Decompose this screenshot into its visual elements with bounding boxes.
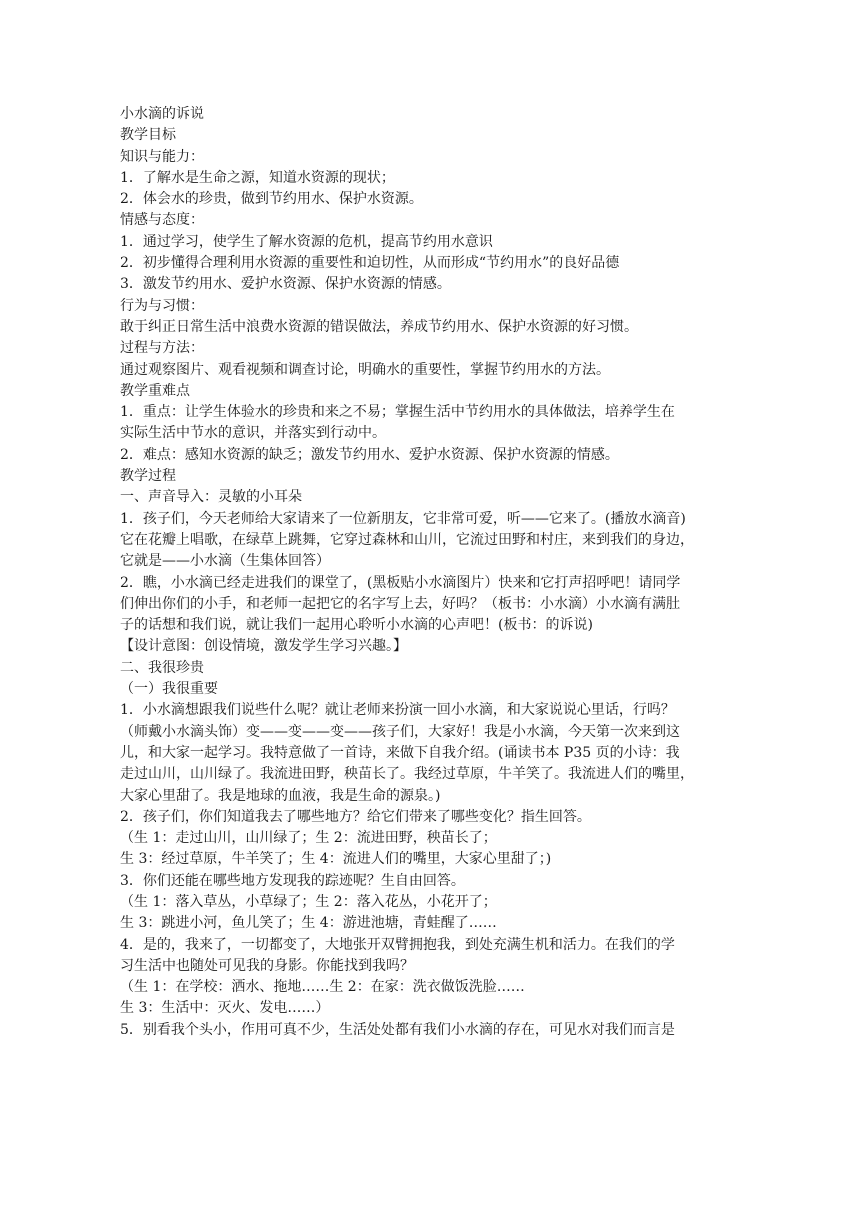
- text-line: 2．难点：感知水资源的缺乏；激发节约用水、爱护水资源、保护水资源的情感。: [120, 446, 619, 463]
- text-line: 1．通过学习，使学生了解水资源的危机，提高节约用水意识: [120, 233, 493, 250]
- text-line: 2．体会水的珍贵，做到节约用水、保护水资源。: [120, 191, 423, 208]
- text-line: 1．孩子们，今天老师给大家请来了一位新朋友，它非常可爱，听——它来了。(播放水滴音): [120, 510, 686, 527]
- subsection-heading: 一、声音导入：灵敏的小耳朵: [120, 489, 302, 506]
- text-line: 2．瞧，小水滴已经走进我们的课堂了，(黑板贴小水滴图片）快来和它打声招呼吧！请同学: [120, 574, 681, 591]
- section-heading: 教学过程: [120, 468, 176, 485]
- text-line: 1．小水滴想跟我们说些什么呢？就让老师来扮演一回小水滴，和大家说说心里话，行吗？: [120, 702, 675, 719]
- text-line: 大家心里甜了。我是地球的血液，我是生命的源泉。): [120, 787, 441, 804]
- text-line: 生 3：生活中：灭火、发电……）: [120, 1000, 330, 1017]
- subsection-heading: 过程与方法：: [120, 340, 204, 357]
- text-line: 3．激发节约用水、爱护水资源、保护水资源的情感。: [120, 276, 451, 293]
- text-line: （生 1：在学校：洒水、拖地……生 2：在家：洗衣做饭洗脸……: [120, 979, 525, 996]
- text-line: 走过山川，山川绿了。我流进田野，秧苗长了。我经过草原，牛羊笑了。我流进人们的嘴里，: [120, 766, 694, 783]
- text-line: 敢于纠正日常生活中浪费水资源的错误做法，养成节约用水、保护水资源的好习惯。: [120, 318, 638, 335]
- subsection-heading: 知识与能力：: [120, 148, 204, 165]
- text-line: 子的话想和我们说，就让我们一起用心聆听小水滴的心声吧！(板书：的诉说): [120, 617, 593, 634]
- text-line: （生 1：落入草丛，小草绿了；生 2：落入花丛，小花开了；: [120, 893, 497, 910]
- text-line: 生 3：经过草原，牛羊笑了；生 4：流进人们的嘴里，大家心里甜了；): [120, 851, 552, 868]
- text-line: 们伸出你们的小手，和老师一起把它的名字写上去，好吗？（板书：小水滴）小水滴有满肚: [120, 595, 680, 612]
- text-line: 5．别看我个头小，作用可真不少，生活处处都有我们小水滴的存在，可见水对我们而言是: [120, 1021, 675, 1038]
- subsection-heading: 行为与习惯：: [120, 297, 204, 314]
- text-line: （师戴小水滴头饰）变——变——变——孩子们，大家好！我是小水滴，今天第一次来到这: [120, 723, 680, 740]
- section-heading: 教学重难点: [120, 382, 190, 399]
- text-line: 它在花瓣上唱歌，在绿草上跳舞，它穿过森林和山川，它流过田野和村庄，来到我们的身边，: [120, 531, 694, 548]
- text-line: 生 3：跳进小河，鱼儿笑了；生 4：游进池塘，青蛙醒了……: [120, 915, 497, 932]
- subsection-heading: 二、我很珍贵: [120, 659, 204, 676]
- text-line: 1．了解水是生命之源，知道水资源的现状；: [120, 169, 395, 186]
- text-line: 3．你们还能在哪些地方发现我的踪迹呢？生自由回答。: [120, 872, 465, 889]
- text-line: 它就是——小水滴（生集体回答）: [120, 553, 330, 570]
- section-heading: 教学目标: [120, 127, 176, 144]
- doc-title: 小水滴的诉说: [120, 106, 204, 122]
- text-line: 通过观察图片、观看视频和调查讨论，明确水的重要性，掌握节约用水的方法。: [120, 361, 610, 378]
- text-line: 实际生活中节水的意识，并落实到行动中。: [120, 425, 386, 442]
- text-line: 习生活中也随处可见我的身影。你能找到我吗？: [120, 957, 414, 974]
- text-line: 4．是的，我来了，一切都变了，大地张开双臂拥抱我，到处充满生机和活力。在我们的学: [120, 936, 675, 953]
- design-intent-note: 【设计意图：创设情境，激发学生学习兴趣。】: [120, 638, 407, 655]
- text-line: （生 1：走过山川，山川绿了；生 2：流进田野，秧苗长了；: [120, 830, 497, 847]
- text-line: 儿，和大家一起学习。我特意做了一首诗，来做下自我介绍。(诵读书本 P35 页的小诗：我: [120, 744, 680, 761]
- subsection-heading: 情感与态度：: [120, 212, 204, 229]
- text-line: 2．孩子们，你们知道我去了哪些地方？给它们带来了哪些变化？指生回答。: [120, 808, 591, 825]
- document-page: [120, 104, 742, 1041]
- text-line: 1．重点：让学生体验水的珍贵和来之不易；掌握生活中节约用水的具体做法，培养学生在: [120, 404, 675, 421]
- subsection-heading: （一）我很重要: [120, 681, 218, 698]
- text-line: 2．初步懂得合理利用水资源的重要性和迫切性，从而形成“节约用水”的良好品德: [120, 255, 620, 272]
